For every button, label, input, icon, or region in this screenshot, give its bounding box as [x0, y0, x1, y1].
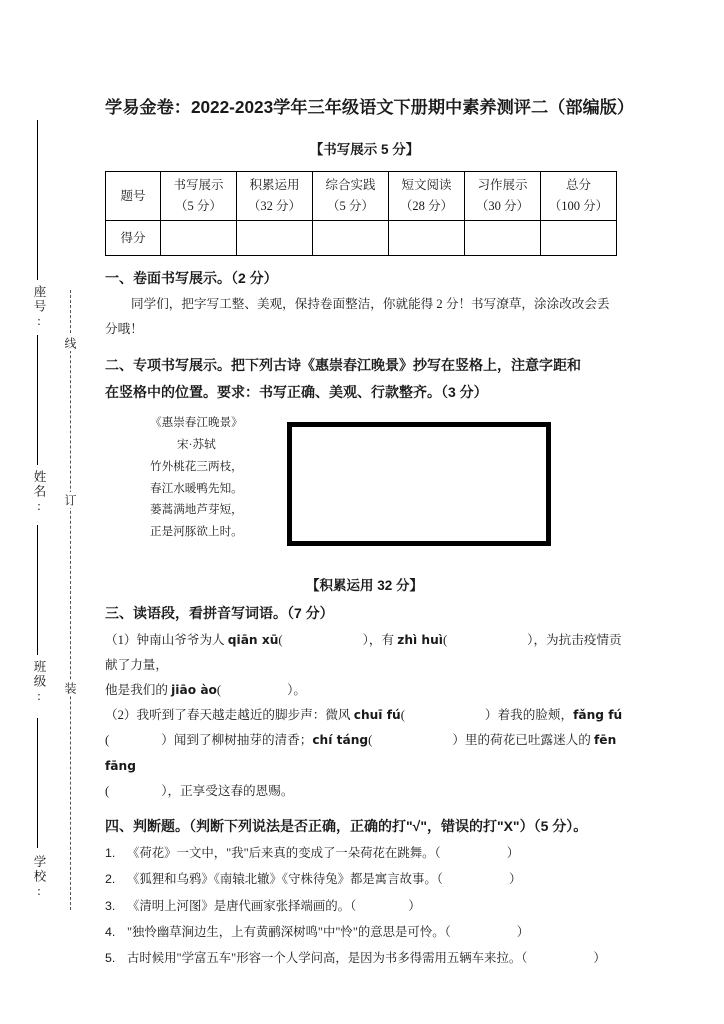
table-header-label: 题号 — [106, 172, 161, 221]
col-name-5: 总分 — [565, 178, 591, 193]
tf-number-4: 4. — [105, 925, 116, 940]
col-points-4: （30 分） — [475, 199, 530, 213]
question-3-item-2-line-3 — [105, 779, 624, 804]
list-item — [105, 840, 624, 866]
poem-text — [150, 412, 243, 543]
tf-number-3: 3. — [105, 898, 116, 913]
q3-i1-blank-1[interactable]: ( — [278, 632, 283, 647]
list-item — [105, 893, 624, 919]
seal-rule-3 — [37, 525, 38, 655]
question-3-item-2-line-2 — [105, 728, 624, 778]
table-row-header — [106, 172, 617, 221]
q3-i2-blank-3[interactable]: ( — [368, 733, 373, 748]
q3-i2-pinyin-1: chuī fú — [353, 708, 401, 723]
q3-i2-text-e: ），正享受这春的恩赐。 — [161, 783, 294, 798]
q3-i1-pinyin-3: jiāo ào — [171, 682, 217, 697]
seal-field-school: 学校: — [32, 855, 46, 900]
col-name-2: 综合实践 — [325, 178, 376, 193]
q3-i1-blank-3[interactable]: ( — [216, 682, 222, 697]
tf-text-3: 《清明上河图》是唐代画家张择端画的。（ — [127, 898, 357, 913]
q3-i1-text-a: （1）钟南山爷爷为人 — [105, 632, 228, 647]
seal-dashed-line — [70, 290, 71, 910]
section-header-jilei: 【积累运用 32 分】 — [305, 578, 424, 594]
q3-i1-pinyin-2: zhì huì — [397, 632, 443, 647]
col-name-1: 积累运用 — [249, 178, 300, 193]
poem-line-2: 春江水暖鸭先知。 — [150, 481, 243, 495]
col-points-0: （5 分） — [175, 199, 222, 213]
q3-i2-text-a: （2）我听到了春天越走越近的脚步声：微风 — [105, 708, 354, 723]
score-cell-0[interactable] — [161, 221, 237, 256]
q3-i2-text-b: ）着我的脸颊， — [484, 708, 574, 723]
col-points-5: （100 分） — [548, 199, 609, 213]
question-2-heading-line-2: 在竖格中的位置。要求：书写正确、美观、行款整齐。（3 分） — [105, 383, 488, 400]
handwriting-answer-box[interactable] — [287, 422, 551, 546]
list-item — [105, 945, 624, 971]
seal-char-zhuang: 装 — [63, 682, 77, 694]
q3-i1-text-b: ），有 — [362, 632, 398, 647]
table-header-col-2 — [313, 172, 389, 221]
col-points-2: （5 分） — [327, 199, 374, 213]
question-1-heading: 一、卷面书写展示。（2 分） — [105, 270, 278, 286]
table-header-col-1 — [237, 172, 313, 221]
q3-i2-pinyin-2: fǎng fú — [573, 708, 623, 723]
tf-tail-5: ） — [593, 951, 606, 966]
q3-i1-text-e: ）。 — [287, 682, 307, 697]
seal-field-seat-number: 座号: — [32, 285, 46, 330]
q3-i2-pinyin-3: chí táng — [312, 733, 369, 748]
q3-i2-blank-4[interactable]: ( — [105, 783, 110, 798]
score-cell-2[interactable] — [313, 221, 389, 256]
table-header-col-5 — [541, 172, 617, 221]
table-header-col-4 — [465, 172, 541, 221]
col-points-3: （28 分） — [399, 199, 454, 213]
poem-line-1: 竹外桃花三两枝， — [150, 459, 243, 473]
q3-i1-text-d: 他是我们的 — [105, 682, 172, 697]
tf-tail-2: ） — [508, 872, 522, 887]
question-3-item-1-line-1 — [105, 628, 624, 678]
seal-rule-2 — [37, 335, 38, 465]
tf-tail-1: ） — [506, 846, 520, 861]
q3-i2-text-c: ）闻到了柳树抽芽的清香； — [161, 733, 313, 748]
tf-text-1: 《荷花》一文中，"我"后来真的变成了一朵荷花在跳舞。（ — [127, 846, 441, 861]
list-item — [105, 866, 624, 892]
score-cell-1[interactable] — [237, 221, 313, 256]
poem-title: 《惠崇春江晚景》 — [150, 416, 243, 430]
poem-line-3: 蒌蒿满地芦芽短， — [150, 503, 243, 517]
score-cell-4[interactable] — [465, 221, 541, 256]
binding-margin — [0, 0, 100, 1024]
table-score-label: 得分 — [106, 221, 161, 256]
tf-number-2: 2. — [105, 872, 116, 887]
col-name-0: 书写展示 — [173, 178, 224, 193]
score-cell-3[interactable] — [389, 221, 465, 256]
section-header-shuxie: 【书写展示 5 分】 — [309, 142, 420, 157]
tf-number-5: 5. — [105, 951, 116, 966]
tf-text-2: 《狐狸和乌鸦》《南辕北辙》《守株待兔》都是寓言故事。（ — [127, 872, 443, 887]
question-1-body-line-1: 同学们，把字写工整、美观，保持卷面整洁，你就能得 2 分！书写潦草，涂涂改改会丢 — [131, 297, 610, 312]
q3-i2-pinyin-4: fēn fāng — [105, 733, 617, 773]
q3-i2-blank-2[interactable]: ( — [105, 733, 110, 748]
tf-tail-3: ） — [408, 898, 421, 913]
exam-page-body — [105, 0, 635, 972]
seal-char-xian: 线 — [63, 337, 77, 349]
q3-i1-pinyin-1: qiān xū — [227, 632, 279, 647]
poem-author: 宋·苏轼 — [177, 438, 216, 452]
col-points-1: （32 分） — [247, 199, 302, 213]
question-2-heading-line-1: 二、专项书写展示。把下列古诗《惠崇春江晚景》抄写在竖格上，注意字距和 — [105, 356, 581, 373]
question-1-body-line-2: 分哦！ — [105, 322, 143, 337]
tf-text-5: 古时候用"学富五车"形容一个人学问高，是因为书多得需用五辆车来拉。（ — [127, 951, 528, 966]
seal-char-ding: 订 — [63, 494, 77, 506]
tf-text-4: "独怜幽草涧边生，上有黄鹂深树鸣"中"怜"的意思是可怜。（ — [127, 925, 451, 940]
q3-i1-blank-2[interactable]: ( — [442, 632, 448, 647]
question-4-heading: 四、判断题。（判断下列说法是否正确，正确的打"√"，错误的打"X"）（5 分）。 — [105, 817, 588, 834]
seal-rule-1 — [37, 120, 38, 280]
seal-field-name: 姓名: — [32, 470, 46, 515]
table-header-col-0 — [161, 172, 237, 221]
poem-line-4: 正是河豚欲上时。 — [150, 525, 243, 539]
q3-i2-text-d: ）里的荷花已吐露迷人的 — [452, 733, 594, 748]
q3-i1-text-c: ），为抗击疫情贡献了力量， — [105, 632, 622, 672]
tf-number-1: 1. — [105, 846, 116, 861]
question-3-heading: 三、读语段，看拼音写词语。（7 分） — [105, 605, 334, 622]
poem-and-writing-area — [105, 412, 624, 560]
score-table — [105, 171, 617, 256]
page-title: 学易金卷：2022-2023学年三年级语文下册期中素养测评二（部编版） — [105, 97, 635, 117]
q3-i2-blank-1[interactable]: ( — [400, 708, 405, 723]
seal-field-class: 班级: — [32, 660, 46, 705]
question-3-item-2-line-1 — [105, 703, 624, 728]
col-name-4: 习作展示 — [477, 178, 528, 193]
score-cell-5[interactable] — [541, 221, 617, 256]
tf-tail-4: ） — [516, 925, 530, 940]
list-item — [105, 919, 624, 945]
table-header-col-3 — [389, 172, 465, 221]
question-3-item-1-line-2 — [105, 678, 624, 703]
seal-rule-4 — [37, 718, 38, 848]
col-name-3: 短文阅读 — [401, 178, 452, 193]
table-row-score — [106, 221, 617, 256]
